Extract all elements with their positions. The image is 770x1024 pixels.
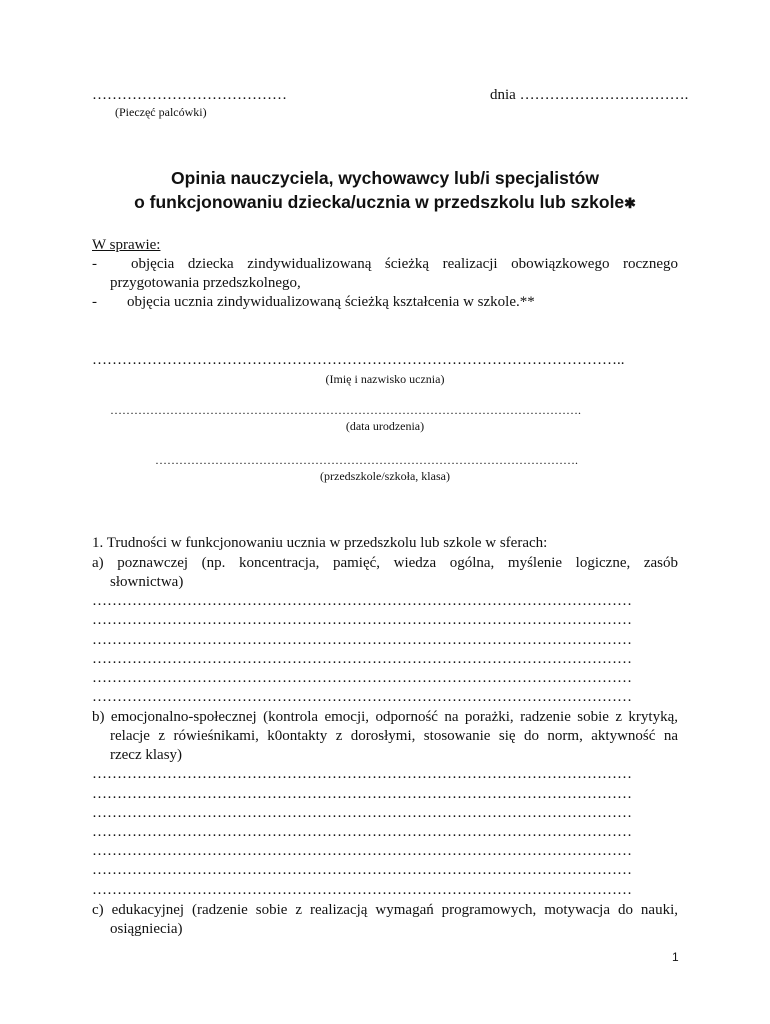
- section1-a-line1: a) poznawczej (np. koncentracja, pamięć, wiedza ogólna, myślenie logiczne, zasób: [92, 555, 678, 571]
- matter-heading: W sprawie:: [92, 237, 161, 253]
- school-label: (przedszkole/szkoła, klasa): [320, 469, 450, 483]
- answer-line: ………………………………………………………………………………………………: [92, 824, 632, 840]
- dob-label: (data urodzenia): [345, 419, 425, 433]
- answer-line: ………………………………………………………………………………………………: [92, 593, 632, 609]
- page-number: 1: [672, 950, 679, 964]
- answer-line: ………………………………………………………………………………………………: [92, 766, 632, 782]
- dob-dots: ……………………………………………………………………………………………………….: [110, 403, 581, 417]
- section1-b-line2: relacje z rówieśnikami, k0ontakty z dorosłymi, stosowanie się do norm, aktywność na: [110, 728, 678, 744]
- title-line-1: Opinia nauczyciela, wychowawcy lub/i specjalistów: [171, 168, 599, 188]
- stamp-label: (Pieczęć palcówki): [115, 105, 207, 119]
- answer-line: ………………………………………………………………………………………………: [92, 786, 632, 802]
- section1-b-line1: b) emocjonalno-społecznej (kontrola emocji, odporność na porażki, radzenie sobie z krytyką,: [92, 709, 678, 725]
- star-icon: ✱: [624, 195, 636, 211]
- answer-line: ………………………………………………………………………………………………: [92, 805, 632, 821]
- answer-line: ………………………………………………………………………………………………: [92, 843, 632, 859]
- section1-heading: 1. Trudności w funkcjonowaniu ucznia w przedszkolu lub szkole w sferach:: [92, 535, 548, 551]
- answer-line: ………………………………………………………………………………………………: [92, 882, 632, 898]
- matter-item1-text-b: przygotowania przedszkolnego,: [110, 275, 301, 291]
- school-dots: …………………………………………………………………………………………….: [155, 453, 578, 467]
- answer-line: ………………………………………………………………………………………………: [92, 612, 632, 628]
- matter-item2-dash: -: [92, 294, 97, 310]
- section1-b-line3: rzecz klasy): [110, 747, 183, 763]
- stamp-dots: …………………………………: [92, 87, 287, 103]
- matter-item1-text-a: objęcia dziecka zindywidualizowaną ścieżką realizacji obowiązkowego rocznego: [131, 256, 678, 272]
- name-label: (Imię i nazwisko ucznia): [325, 372, 445, 386]
- date-field: dnia …………………………….: [490, 87, 689, 103]
- section1-a-line2: słownictwa): [110, 574, 184, 590]
- name-dots: ……………………………………………………………………………………………..: [92, 352, 625, 368]
- answer-line: ………………………………………………………………………………………………: [92, 689, 632, 705]
- section1-c-line1: c) edukacyjnej (radzenie sobie z realizacją wymagań programowych, motywacja do nauki,: [92, 902, 678, 918]
- answer-line: ………………………………………………………………………………………………: [92, 670, 632, 686]
- answer-line: ………………………………………………………………………………………………: [92, 632, 632, 648]
- title-line-2-text: o funkcjonowaniu dziecka/ucznia w przedszkolu lub szkole: [134, 192, 625, 212]
- matter-item2-text: objęcia ucznia zindywidualizowaną ścieżką kształcenia w szkole.**: [127, 294, 535, 310]
- matter-item1-dash: -: [92, 256, 97, 272]
- title-line-2: [0, 192, 770, 213]
- answer-line: ………………………………………………………………………………………………: [92, 651, 632, 667]
- section1-c-line2: osiągniecia): [110, 921, 183, 937]
- answer-line: ………………………………………………………………………………………………: [92, 862, 632, 878]
